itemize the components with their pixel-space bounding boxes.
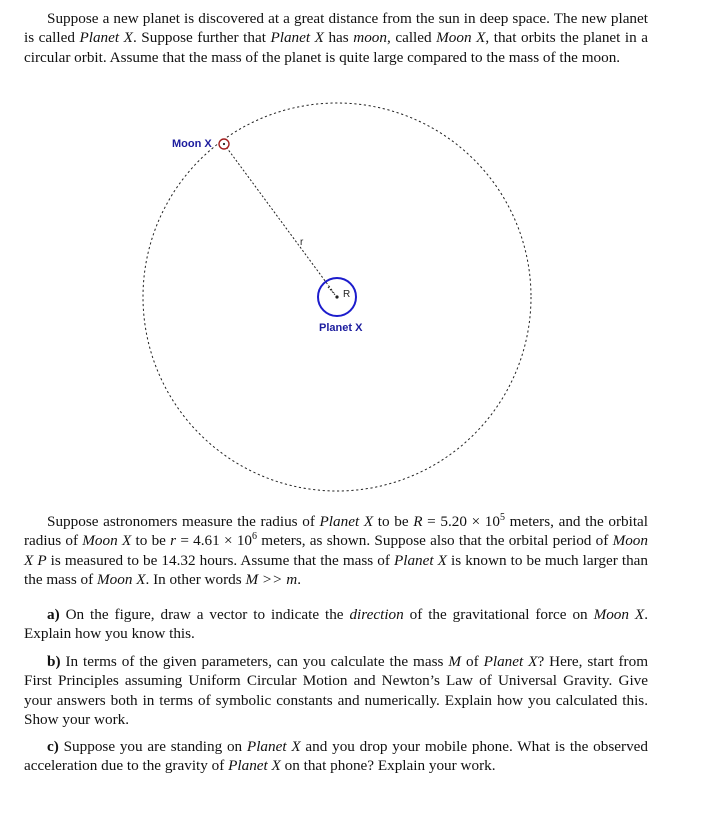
orbital-radius-line: [224, 144, 334, 293]
R-label: R: [343, 289, 351, 300]
question-b: b) In terms of the given parameters, can you calculate the mass M of Planet X? Here, start from First Principles assuming Uniform Circular Motion and Newton’s Law of Universal Gravity. Give your answers both in terms of symbolic constants and numerically. Explain how you calculated this. Show your work.: [24, 653, 649, 729]
planet-x-label: Planet X: [319, 322, 363, 334]
moon-x-label: Moon X: [172, 138, 212, 150]
planet-radius-line: [328, 287, 337, 297]
r-label: r: [300, 237, 304, 248]
question-c: c) Suppose you are standing on Planet X and you drop your mobile phone. What is the observed acceleration due to the gravity of Planet X on that phone? Explain your work.: [24, 738, 648, 775]
planet-center-dot: [335, 295, 338, 298]
intro-paragraph: Suppose a new planet is discovered at a great distance from the sun in deep space. The new planet is called Planet X. Suppose further that Planet X has moon, called Moon X, that orbits the planet in a circular orbit. Assume that the mass of the planet is quite large compared to the mass of the moon.: [24, 10, 648, 66]
data-paragraph: Suppose astronomers measure the radius of Planet X to be $R = 5.20 \times 10^5$ meters, and the orbital radius of Moon X to be $r = 4.61 \times 10^6$ meters, as shown. Suppose also that the orbital period of Moon X P is measured to be 14.32 hours. Assume that the mass of Planet X is known to be much larger than the mass of Moon X. In other words M >> m.: [24, 512, 649, 589]
moon-center-dot: [223, 143, 225, 145]
question-a: a) On the figure, draw a vector to indicate the direction of the gravitational force on Moon X. Explain how you know this.: [24, 606, 648, 643]
